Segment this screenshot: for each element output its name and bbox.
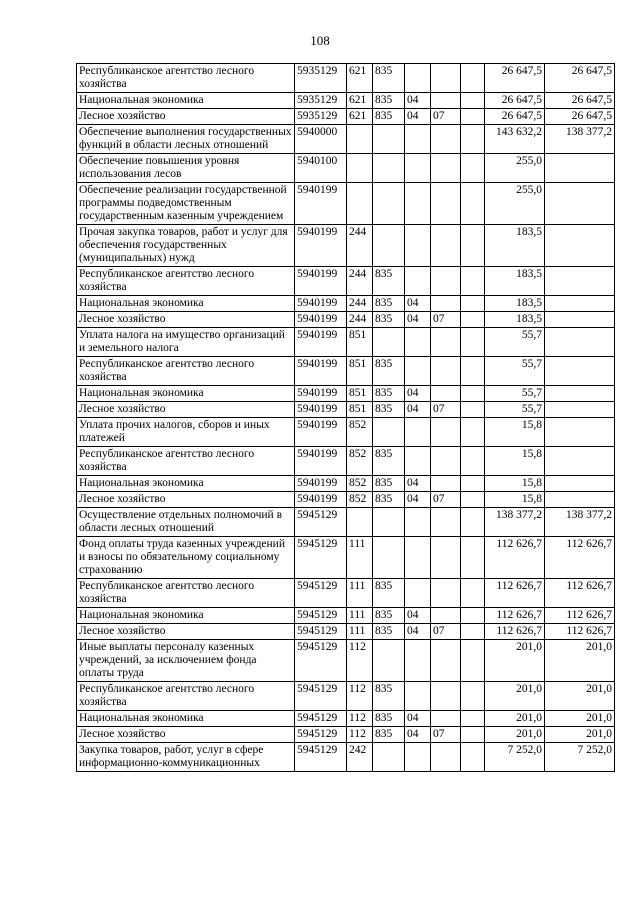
- table-row: [77, 183, 615, 225]
- cell-empty: [461, 711, 485, 727]
- cell-amount-2: [545, 296, 615, 312]
- cell-target-code: 5940199: [295, 402, 347, 418]
- cell-target-code: 5945129: [295, 743, 347, 772]
- cell-admin-code: 835: [373, 64, 405, 93]
- cell-name: Уплата налога на имущество организаций и земельного налога: [77, 328, 295, 357]
- cell-subsection: 07: [431, 492, 461, 508]
- cell-empty: [461, 640, 485, 682]
- cell-expense-type: 244: [347, 296, 373, 312]
- cell-admin-code: 835: [373, 579, 405, 608]
- cell-section: 04: [405, 93, 431, 109]
- cell-expense-type: 621: [347, 109, 373, 125]
- cell-subsection: [431, 418, 461, 447]
- cell-admin-code: [373, 154, 405, 183]
- cell-expense-type: 621: [347, 93, 373, 109]
- cell-amount-2: [545, 418, 615, 447]
- cell-name: Республиканское агентство лесного хозяйства: [77, 682, 295, 711]
- cell-amount-2: [545, 225, 615, 267]
- cell-section: 04: [405, 312, 431, 328]
- cell-amount-1: 112 626,7: [485, 537, 545, 579]
- cell-empty: [461, 743, 485, 772]
- cell-admin-code: 835: [373, 296, 405, 312]
- cell-target-code: 5940199: [295, 447, 347, 476]
- cell-expense-type: 851: [347, 386, 373, 402]
- cell-section: [405, 418, 431, 447]
- table-row: [77, 386, 615, 402]
- cell-amount-1: 183,5: [485, 312, 545, 328]
- cell-empty: [461, 386, 485, 402]
- table-row: [77, 727, 615, 743]
- cell-subsection: [431, 154, 461, 183]
- cell-amount-2: 201,0: [545, 711, 615, 727]
- cell-amount-2: [545, 447, 615, 476]
- cell-admin-code: [373, 183, 405, 225]
- cell-empty: [461, 154, 485, 183]
- cell-amount-2: 26 647,5: [545, 64, 615, 93]
- cell-amount-2: [545, 183, 615, 225]
- cell-subsection: [431, 93, 461, 109]
- cell-expense-type: 244: [347, 267, 373, 296]
- cell-expense-type: [347, 125, 373, 154]
- cell-target-code: 5940100: [295, 154, 347, 183]
- cell-expense-type: 852: [347, 492, 373, 508]
- cell-section: 04: [405, 109, 431, 125]
- cell-expense-type: 111: [347, 579, 373, 608]
- cell-amount-2: 112 626,7: [545, 537, 615, 579]
- cell-section: [405, 682, 431, 711]
- table-row: [77, 357, 615, 386]
- cell-empty: [461, 624, 485, 640]
- cell-expense-type: 112: [347, 711, 373, 727]
- cell-name: Лесное хозяйство: [77, 624, 295, 640]
- cell-amount-1: 138 377,2: [485, 508, 545, 537]
- cell-subsection: 07: [431, 727, 461, 743]
- cell-expense-type: 111: [347, 624, 373, 640]
- cell-admin-code: 835: [373, 682, 405, 711]
- cell-target-code: 5945129: [295, 727, 347, 743]
- cell-target-code: 5940000: [295, 125, 347, 154]
- cell-amount-1: 55,7: [485, 357, 545, 386]
- cell-empty: [461, 64, 485, 93]
- cell-amount-1: 112 626,7: [485, 624, 545, 640]
- cell-subsection: [431, 386, 461, 402]
- cell-empty: [461, 418, 485, 447]
- table-row: [77, 267, 615, 296]
- cell-amount-1: 26 647,5: [485, 64, 545, 93]
- cell-admin-code: 835: [373, 447, 405, 476]
- cell-subsection: [431, 608, 461, 624]
- cell-amount-2: [545, 476, 615, 492]
- table-row: [77, 418, 615, 447]
- cell-amount-2: 112 626,7: [545, 579, 615, 608]
- cell-admin-code: 835: [373, 402, 405, 418]
- cell-amount-1: 7 252,0: [485, 743, 545, 772]
- cell-subsection: [431, 640, 461, 682]
- cell-target-code: 5940199: [295, 225, 347, 267]
- table-row: [77, 125, 615, 154]
- cell-subsection: [431, 508, 461, 537]
- cell-section: [405, 447, 431, 476]
- cell-expense-type: 111: [347, 608, 373, 624]
- cell-amount-1: 183,5: [485, 267, 545, 296]
- table-body: [77, 64, 615, 772]
- cell-amount-1: 26 647,5: [485, 93, 545, 109]
- budget-table: [76, 63, 615, 772]
- cell-target-code: 5945129: [295, 682, 347, 711]
- cell-name: Лесное хозяйство: [77, 492, 295, 508]
- table-row: [77, 402, 615, 418]
- cell-section: [405, 125, 431, 154]
- cell-empty: [461, 267, 485, 296]
- cell-section: [405, 64, 431, 93]
- cell-section: [405, 267, 431, 296]
- cell-empty: [461, 447, 485, 476]
- cell-target-code: 5945129: [295, 711, 347, 727]
- table-row: [77, 624, 615, 640]
- table-row: [77, 93, 615, 109]
- cell-section: 04: [405, 402, 431, 418]
- cell-admin-code: [373, 640, 405, 682]
- cell-section: [405, 508, 431, 537]
- cell-expense-type: 852: [347, 476, 373, 492]
- cell-target-code: 5945129: [295, 537, 347, 579]
- cell-subsection: [431, 537, 461, 579]
- cell-empty: [461, 508, 485, 537]
- cell-empty: [461, 682, 485, 711]
- cell-subsection: [431, 267, 461, 296]
- cell-amount-1: 15,8: [485, 418, 545, 447]
- cell-amount-2: [545, 492, 615, 508]
- cell-amount-2: [545, 402, 615, 418]
- cell-admin-code: 835: [373, 93, 405, 109]
- cell-section: [405, 225, 431, 267]
- cell-name: Иные выплаты персоналу казенных учреждений, за исключением фонда оплаты труда: [77, 640, 295, 682]
- cell-name: Обеспечение выполнения государственных функций в области лесных отношений: [77, 125, 295, 154]
- cell-name: Закупка товаров, работ, услуг в сфере информационно-коммуникационных: [77, 743, 295, 772]
- cell-target-code: 5940199: [295, 418, 347, 447]
- cell-name: Национальная экономика: [77, 608, 295, 624]
- cell-amount-1: 183,5: [485, 296, 545, 312]
- cell-name: Лесное хозяйство: [77, 109, 295, 125]
- table-row: [77, 296, 615, 312]
- cell-subsection: [431, 476, 461, 492]
- table-row: [77, 64, 615, 93]
- table-row: [77, 492, 615, 508]
- cell-name: Национальная экономика: [77, 296, 295, 312]
- cell-admin-code: 835: [373, 711, 405, 727]
- cell-section: 04: [405, 624, 431, 640]
- cell-amount-1: 201,0: [485, 727, 545, 743]
- cell-amount-1: 15,8: [485, 447, 545, 476]
- cell-section: [405, 183, 431, 225]
- cell-empty: [461, 109, 485, 125]
- cell-subsection: [431, 64, 461, 93]
- cell-expense-type: 242: [347, 743, 373, 772]
- table-row: [77, 537, 615, 579]
- cell-empty: [461, 225, 485, 267]
- table-row: [77, 743, 615, 772]
- cell-amount-1: 183,5: [485, 225, 545, 267]
- cell-admin-code: [373, 328, 405, 357]
- cell-subsection: [431, 296, 461, 312]
- cell-subsection: 07: [431, 624, 461, 640]
- cell-expense-type: 112: [347, 640, 373, 682]
- cell-target-code: 5940199: [295, 267, 347, 296]
- cell-target-code: 5940199: [295, 476, 347, 492]
- cell-admin-code: [373, 508, 405, 537]
- cell-section: [405, 154, 431, 183]
- table-row: [77, 508, 615, 537]
- cell-section: 04: [405, 476, 431, 492]
- cell-expense-type: [347, 508, 373, 537]
- cell-target-code: 5940199: [295, 328, 347, 357]
- table-row: [77, 476, 615, 492]
- cell-target-code: 5935129: [295, 64, 347, 93]
- cell-amount-2: 7 252,0: [545, 743, 615, 772]
- cell-expense-type: 621: [347, 64, 373, 93]
- cell-name: Обеспечение повышения уровня использования лесов: [77, 154, 295, 183]
- cell-section: 04: [405, 727, 431, 743]
- cell-subsection: [431, 125, 461, 154]
- cell-amount-1: 15,8: [485, 492, 545, 508]
- cell-expense-type: 244: [347, 225, 373, 267]
- cell-name: Лесное хозяйство: [77, 312, 295, 328]
- cell-target-code: 5940199: [295, 492, 347, 508]
- cell-target-code: 5940199: [295, 312, 347, 328]
- cell-name: Осуществление отдельных полномочий в области лесных отношений: [77, 508, 295, 537]
- cell-empty: [461, 296, 485, 312]
- cell-name: Прочая закупка товаров, работ и услуг для обеспечения государственных (муниципальных) нужд: [77, 225, 295, 267]
- table-row: [77, 312, 615, 328]
- cell-name: Республиканское агентство лесного хозяйства: [77, 357, 295, 386]
- table-row: [77, 711, 615, 727]
- table-row: [77, 225, 615, 267]
- cell-target-code: 5940199: [295, 386, 347, 402]
- cell-expense-type: 851: [347, 328, 373, 357]
- table-row: [77, 447, 615, 476]
- cell-name: Республиканское агентство лесного хозяйства: [77, 447, 295, 476]
- cell-amount-1: 255,0: [485, 183, 545, 225]
- cell-name: Республиканское агентство лесного хозяйства: [77, 579, 295, 608]
- cell-admin-code: 835: [373, 476, 405, 492]
- cell-amount-1: 201,0: [485, 640, 545, 682]
- cell-subsection: [431, 357, 461, 386]
- cell-name: Национальная экономика: [77, 476, 295, 492]
- cell-name: Республиканское агентство лесного хозяйства: [77, 64, 295, 93]
- cell-name: Обеспечение реализации государственной программы подведомственным государственным казенным учреждением: [77, 183, 295, 225]
- cell-amount-2: [545, 267, 615, 296]
- cell-admin-code: [373, 537, 405, 579]
- cell-expense-type: 112: [347, 682, 373, 711]
- cell-amount-1: 55,7: [485, 328, 545, 357]
- cell-amount-1: 15,8: [485, 476, 545, 492]
- cell-amount-1: 112 626,7: [485, 579, 545, 608]
- cell-target-code: 5945129: [295, 608, 347, 624]
- cell-expense-type: 851: [347, 402, 373, 418]
- cell-admin-code: 835: [373, 492, 405, 508]
- cell-empty: [461, 492, 485, 508]
- cell-name: Уплата прочих налогов, сборов и иных платежей: [77, 418, 295, 447]
- cell-admin-code: [373, 225, 405, 267]
- table-row: [77, 154, 615, 183]
- cell-section: 04: [405, 386, 431, 402]
- cell-amount-1: 143 632,2: [485, 125, 545, 154]
- cell-amount-2: 112 626,7: [545, 624, 615, 640]
- cell-amount-2: [545, 154, 615, 183]
- cell-subsection: [431, 579, 461, 608]
- cell-section: [405, 357, 431, 386]
- table-row: [77, 608, 615, 624]
- cell-section: 04: [405, 711, 431, 727]
- cell-admin-code: [373, 125, 405, 154]
- cell-amount-1: 26 647,5: [485, 109, 545, 125]
- cell-section: [405, 537, 431, 579]
- cell-admin-code: 835: [373, 267, 405, 296]
- cell-empty: [461, 183, 485, 225]
- cell-subsection: [431, 682, 461, 711]
- cell-amount-2: 138 377,2: [545, 125, 615, 154]
- table-row: [77, 579, 615, 608]
- cell-section: [405, 743, 431, 772]
- cell-amount-2: 26 647,5: [545, 109, 615, 125]
- cell-subsection: 07: [431, 402, 461, 418]
- cell-subsection: [431, 711, 461, 727]
- cell-name: Фонд оплаты труда казенных учреждений и взносы по обязательному социальному страхованию: [77, 537, 295, 579]
- cell-expense-type: [347, 183, 373, 225]
- cell-expense-type: 852: [347, 418, 373, 447]
- cell-admin-code: 835: [373, 624, 405, 640]
- cell-empty: [461, 727, 485, 743]
- cell-empty: [461, 357, 485, 386]
- cell-empty: [461, 125, 485, 154]
- cell-empty: [461, 476, 485, 492]
- cell-expense-type: [347, 154, 373, 183]
- cell-name: Республиканское агентство лесного хозяйства: [77, 267, 295, 296]
- cell-name: Национальная экономика: [77, 386, 295, 402]
- cell-admin-code: [373, 743, 405, 772]
- table-row: [77, 640, 615, 682]
- cell-empty: [461, 537, 485, 579]
- cell-empty: [461, 402, 485, 418]
- cell-amount-1: 112 626,7: [485, 608, 545, 624]
- cell-amount-2: 26 647,5: [545, 93, 615, 109]
- cell-amount-1: 55,7: [485, 402, 545, 418]
- cell-target-code: 5935129: [295, 109, 347, 125]
- cell-subsection: [431, 447, 461, 476]
- cell-section: [405, 328, 431, 357]
- cell-section: 04: [405, 492, 431, 508]
- cell-target-code: 5935129: [295, 93, 347, 109]
- cell-empty: [461, 328, 485, 357]
- page-number: 108: [310, 33, 330, 48]
- cell-name: Национальная экономика: [77, 93, 295, 109]
- cell-subsection: 07: [431, 312, 461, 328]
- cell-subsection: [431, 328, 461, 357]
- cell-empty: [461, 608, 485, 624]
- cell-target-code: 5940199: [295, 357, 347, 386]
- cell-amount-2: [545, 357, 615, 386]
- cell-subsection: 07: [431, 109, 461, 125]
- cell-amount-1: 201,0: [485, 711, 545, 727]
- cell-admin-code: 835: [373, 357, 405, 386]
- cell-expense-type: 244: [347, 312, 373, 328]
- cell-admin-code: [373, 418, 405, 447]
- cell-amount-1: 55,7: [485, 386, 545, 402]
- table-row: [77, 682, 615, 711]
- cell-subsection: [431, 183, 461, 225]
- cell-name: Лесное хозяйство: [77, 727, 295, 743]
- cell-amount-2: 201,0: [545, 682, 615, 711]
- cell-amount-1: 201,0: [485, 682, 545, 711]
- cell-target-code: 5940199: [295, 183, 347, 225]
- cell-empty: [461, 312, 485, 328]
- cell-subsection: [431, 743, 461, 772]
- cell-target-code: 5940199: [295, 296, 347, 312]
- cell-admin-code: 835: [373, 312, 405, 328]
- cell-section: [405, 640, 431, 682]
- cell-amount-2: [545, 312, 615, 328]
- cell-amount-2: 201,0: [545, 727, 615, 743]
- cell-amount-2: [545, 386, 615, 402]
- cell-expense-type: 851: [347, 357, 373, 386]
- cell-amount-2: 201,0: [545, 640, 615, 682]
- cell-empty: [461, 579, 485, 608]
- cell-name: Лесное хозяйство: [77, 402, 295, 418]
- cell-subsection: [431, 225, 461, 267]
- cell-amount-1: 255,0: [485, 154, 545, 183]
- cell-expense-type: 111: [347, 537, 373, 579]
- cell-admin-code: 835: [373, 386, 405, 402]
- table-row: [77, 328, 615, 357]
- cell-target-code: 5945129: [295, 579, 347, 608]
- cell-expense-type: 852: [347, 447, 373, 476]
- cell-empty: [461, 93, 485, 109]
- cell-target-code: 5945129: [295, 640, 347, 682]
- cell-section: 04: [405, 608, 431, 624]
- cell-name: Национальная экономика: [77, 711, 295, 727]
- cell-amount-2: 112 626,7: [545, 608, 615, 624]
- cell-target-code: 5945129: [295, 508, 347, 537]
- cell-section: 04: [405, 296, 431, 312]
- cell-amount-2: [545, 328, 615, 357]
- cell-amount-2: 138 377,2: [545, 508, 615, 537]
- cell-target-code: 5945129: [295, 624, 347, 640]
- cell-admin-code: 835: [373, 109, 405, 125]
- table-row: [77, 109, 615, 125]
- cell-admin-code: 835: [373, 608, 405, 624]
- cell-section: [405, 579, 431, 608]
- cell-admin-code: 835: [373, 727, 405, 743]
- cell-expense-type: 112: [347, 727, 373, 743]
